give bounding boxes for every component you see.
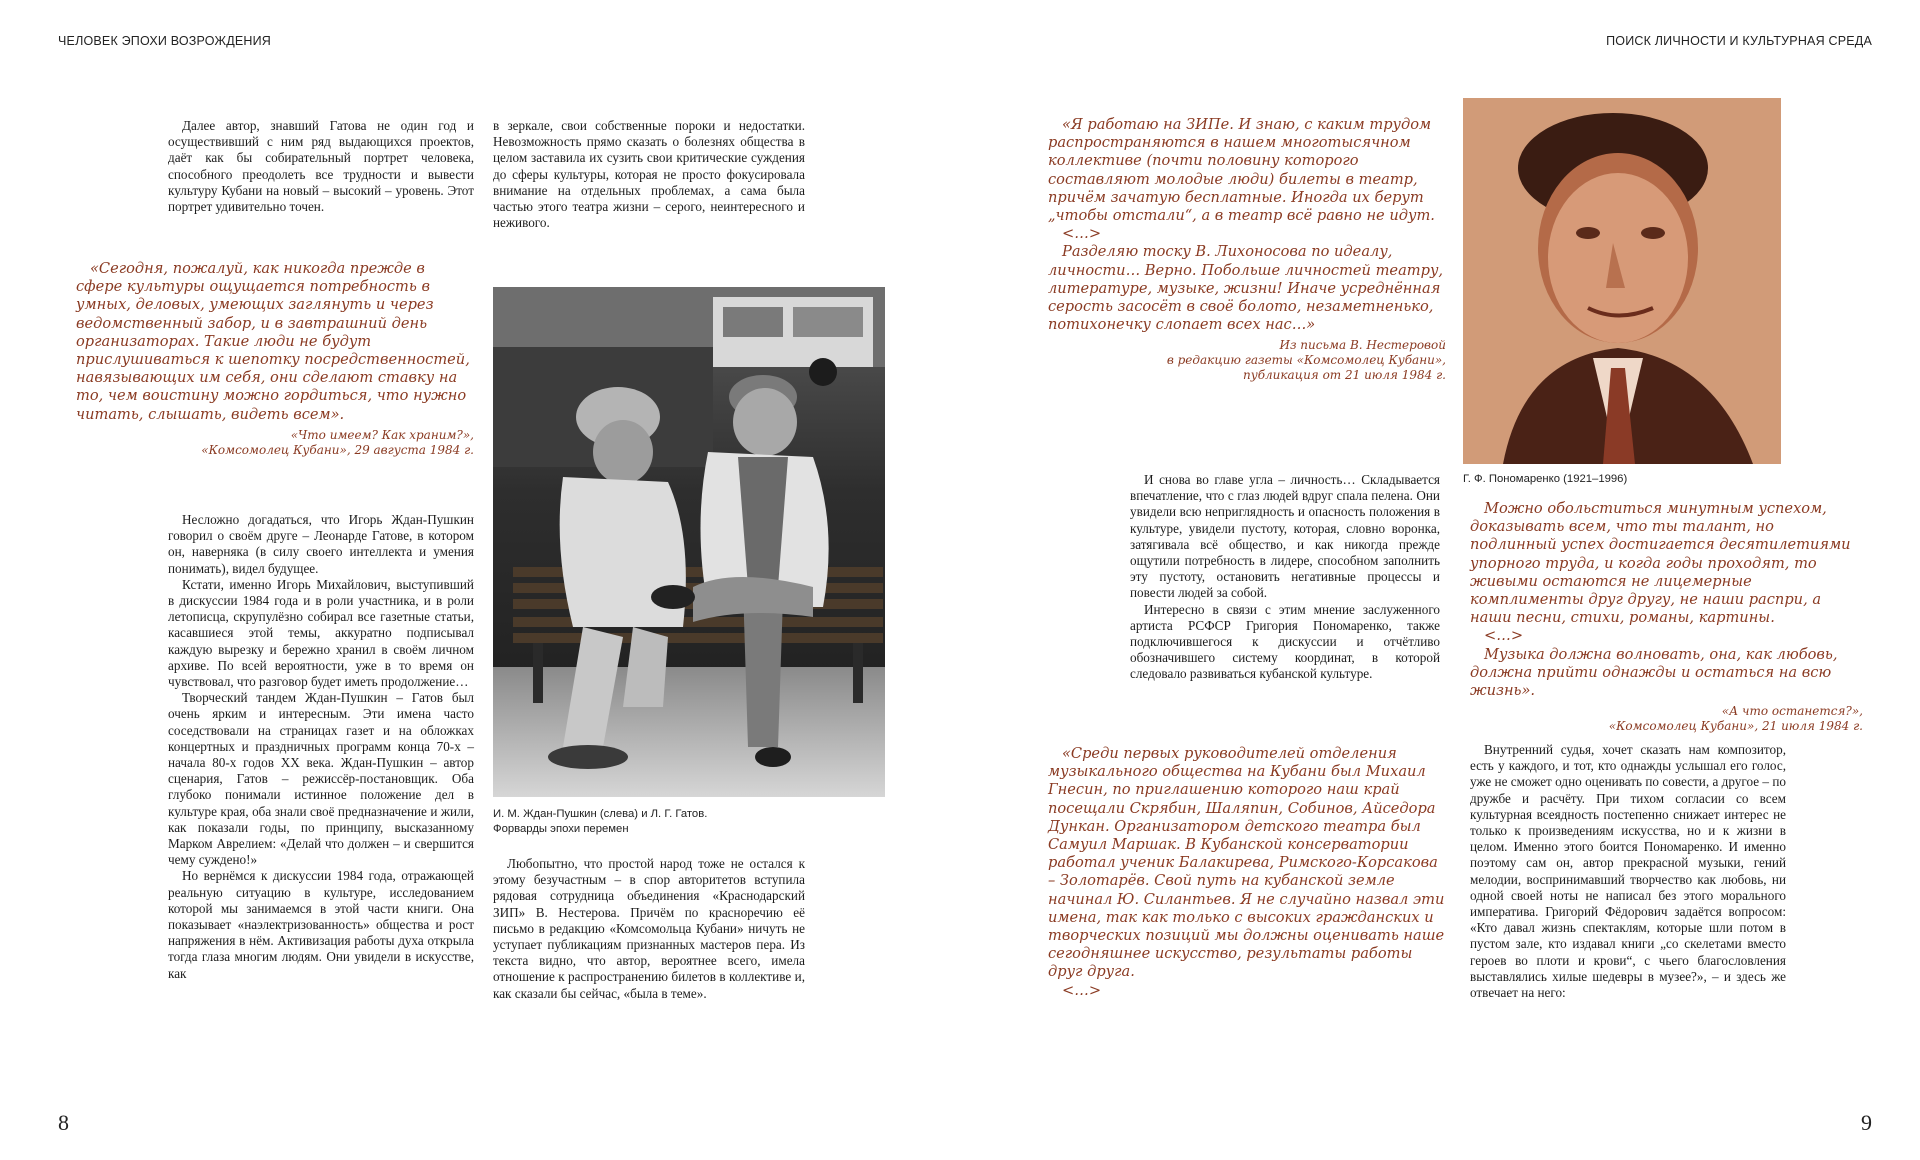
quote-text: «Я работаю на ЗИПе. И знаю, с каким трудом распространяются в нашем многотысячном коллективе (почти половину которого составляют молодые люди) билеты в театр, причём зачатую бесплатные. Иногда их берут „чтобы отстали“, а в театр всё равно не идут. — [1048, 116, 1435, 225]
pull-quote-4 — [1470, 500, 1863, 734]
source-line: «Комсомолец Кубани», 29 августа 1984 г. — [201, 442, 474, 457]
paragraph: Внутренний судья, хочет сказать нам композитор, есть у каждого, и тот, кто однажды услышал его голос, уже не сможет одно оценивать по совести, а другое – по дружбе и расчёту. При тихом согласии со всем культурная всеядность постепенно снижает интерес не только к произведениям искусства, но и к жизни в целом. Именно этого боится Пономаренко. И именно поэтому сам он, автор прекрасной музыки, гений мелодии, воспринимавший творчество как любовь, ни одной своей ноты не написал без этого морального императива. Григорий Фёдорович задаётся вопросом: «Кто давал жизнь спектаклям, которые шли потом в пустом зале, кто издавал книги „со скелетами вместо героев во плоти и крови“, с чьего благословления выставлялись хилые шедевры в музее?», – и здесь же отвечает на него: — [1470, 742, 1786, 1001]
source-line: Из письма В. Нестеровой — [1279, 338, 1446, 353]
portrait-ponomarenko — [1463, 98, 1781, 464]
quote-ellipsis: <…> — [1062, 981, 1102, 999]
quote-source-4 — [1470, 704, 1863, 734]
paragraph: Несложно догадаться, что Игорь Ждан-Пушкин говорил о своём друге – Леонарде Гатове, в котором он, наверняка (в силу своего интеллекта и умения понимать), видел будущее. — [168, 512, 474, 576]
source-line: «А что останется?», — [1721, 704, 1863, 719]
paragraph: в зеркале, свои собственные пороки и недостатки. Невозможность прямо сказать о болезнях общества в целом заставила их сузить свои критические суждения до сферы культуры, которая не просто фокусировала внимание на отдельных проблемах, а сама была частью этого театра жизни – серого, неинтересного и неживого. — [493, 118, 805, 231]
source-line: в редакцию газеты «Комсомолец Кубани», — [1166, 353, 1446, 368]
quote-text: Музыка должна волновать, она, как любовь, должна прийти однажды и остаться на всю жизнь». — [1470, 645, 1838, 700]
photo-caption — [493, 807, 885, 836]
page-number-right: 9 — [1861, 1110, 1872, 1135]
column-1-intro — [168, 118, 474, 215]
photo-zhdan-pushkin-gatov — [493, 287, 885, 797]
paragraph: Но вернёмся к дискуссии 1984 года, отражающей реальную ситуацию в культуре, исследованием которой мы занимаемся в этой части книги. Она показывает «наэлектризованность» общества и рост напряжения в нём. Активизация работы духа открыла тогда глаза многим людям. Они увидели в искусстве, как — [168, 868, 474, 981]
paragraph: Кстати, именно Игорь Михайлович, выступивший в дискуссии 1984 года и в роли участника, и в роли летописца, скрупулёзно собирал все газетные статьи, касавшиеся этой темы, аккуратно подписывал каждую вырезку и бережно хранил в своём личном архиве. По всей вероятности, уже в то время он чувствовал, что разговор будет иметь продолжение… — [168, 576, 474, 690]
quote-text: «Сегодня, пожалуй, как никогда прежде в сфере культуры ощущается потребность в умных, деловых, умеющих заглянуть и через ведомственный забор, и в завтрашний день организаторах. Такие люди не будут прислушиваться к шепотку посредственностей, навязывающих им себя, они сделают ставку на то, чем воистину можно гордиться, что нужно читать, слышать, видеть всем». — [76, 260, 470, 423]
quote-source-1 — [76, 428, 474, 458]
quote-text: «Среди первых руководителей отделения музыкального общества на Кубани был Михаил Гнесин, по приглашению которого наш край посещали Скрябин, Шаляпин, Собинов, Айседора Дункан. Организатором детского театра был Самуил Маршак. В Кубанской консерватории работал ученик Балакирева, Римского-Корсакова – Золотарёв. Свой путь на кубанской земле начинал Ю. Силантьев. Я не случайно назвал эти имена, так как только с высоких гражданских и творческих позиций мы должны оценивать наше сегодняшнее искусство, результаты работы друг друга. — [1048, 745, 1445, 981]
column-2-top — [493, 118, 805, 231]
quote-text: Можно обольститься минутным успехом, доказывать всем, что ты талант, но подлинный успех достигается десятилетиями упорного труда, и когда годы проходят, то живыми остаются не лицемерные комплименты друг другу, не наши распри, а наши песни, стихи, романы, картины. — [1470, 500, 1851, 627]
paragraph: Творческий тандем Ждан-Пушкин – Гатов был очень ярким и интересным. Эти имена часто соседствовали на страницах газет и на обложках концертных и праздничных программ конца 70-х – начала 80-х годов XX века. Ждан-Пушкин – автор сценария, Гатов – режиссёр-постановщик. Оба глубоко понимали истинное положение дел в культуре края, оба знали своё предназначение и жили, как показали годы, по принципу, высказанному Марком Аврелием: «Делай что должен – и свершится чему суждено!» — [168, 690, 474, 868]
column-4-body — [1470, 742, 1786, 1001]
pull-quote-1 — [76, 260, 474, 458]
running-head-left: ЧЕЛОВЕК ЭПОХИ ВОЗРОЖДЕНИЯ — [58, 34, 272, 48]
source-line: «Что имеем? Как храним?», — [290, 427, 474, 442]
portrait-caption: Г. Ф. Пономаренко (1921–1996) — [1463, 473, 1628, 485]
source-line: публикация от 21 июля 1984 г. — [1243, 368, 1446, 383]
column-1-body — [168, 512, 474, 982]
quote-text: Разделяю тоску В. Лихоносова по идеалу, личности… Верно. Побольше личностей театру, литературе, музыке, жизни! Иначе усреднённая серость засосёт в своё болото, незаметненько, потихонечку слопает всех нас…» — [1048, 243, 1444, 334]
caption-line: Форварды эпохи перемен — [493, 822, 629, 835]
bw-photo-image — [493, 287, 885, 797]
page-number-left: 8 — [58, 1110, 69, 1135]
paragraph: И снова во главе угла – личность… Складывается впечатление, что с глаз людей вдруг спала пелена. Они увидели всю неприглядность и опасность положения в культуре, увидели пустоту, которая, словно воронка, затягивала всё общество, и как никогда прежде ощутили потребность в лидере, способном заполнить эту пустоту, остановить негативные процессы и повести людей за собой. — [1130, 472, 1440, 601]
quote-source-2 — [1048, 338, 1446, 383]
sepia-portrait-image — [1463, 98, 1781, 464]
paragraph: Далее автор, знавший Гатова не один год и осуществивший с ним ряд выдающихся проектов, даёт как бы собирательный портрет человека, способного преодолеть все трудности и вывести культуру Кубани на новый – высокий – уровень. Этот портрет удивительно точен. — [168, 118, 474, 215]
paragraph: Интересно в связи с этим мнение заслуженного артиста РСФСР Григория Пономаренко, также подключившегося к дискуссии и отчётливо обозначившего систему координат, в которой следовало развиваться кубанской культуре. — [1130, 601, 1440, 682]
caption-line: И. М. Ждан-Пушкин (слева) и Л. Г. Гатов. — [493, 808, 708, 820]
quote-ellipsis: <…> — [1484, 627, 1524, 645]
quote-ellipsis: <…> — [1062, 225, 1102, 243]
paragraph: Любопытно, что простой народ тоже не остался к этому безучастным – в спор авторитетов вступила рядовая сотрудница объединения «Краснодарский ЗИП» В. Нестерова. Причём по красноречию её письмо в редакцию «Комсомольца Кубани» ничуть не уступает публикациям признанных мастеров пера. Из текста видно, что автор, вероятнее всего, имела отношение к распространению билетов в коллективе и, как сказали бы сейчас, «была в теме». — [493, 856, 805, 1001]
source-line: «Комсомолец Кубани», 21 июля 1984 г. — [1608, 719, 1863, 734]
running-head-right: ПОИСК ЛИЧНОСТИ И КУЛЬТУРНАЯ СРЕДА — [1606, 34, 1872, 48]
column-3-body — [1130, 472, 1440, 683]
pull-quote-2 — [1048, 116, 1446, 383]
pull-quote-3 — [1048, 745, 1446, 1000]
column-2-bottom — [493, 856, 805, 1002]
